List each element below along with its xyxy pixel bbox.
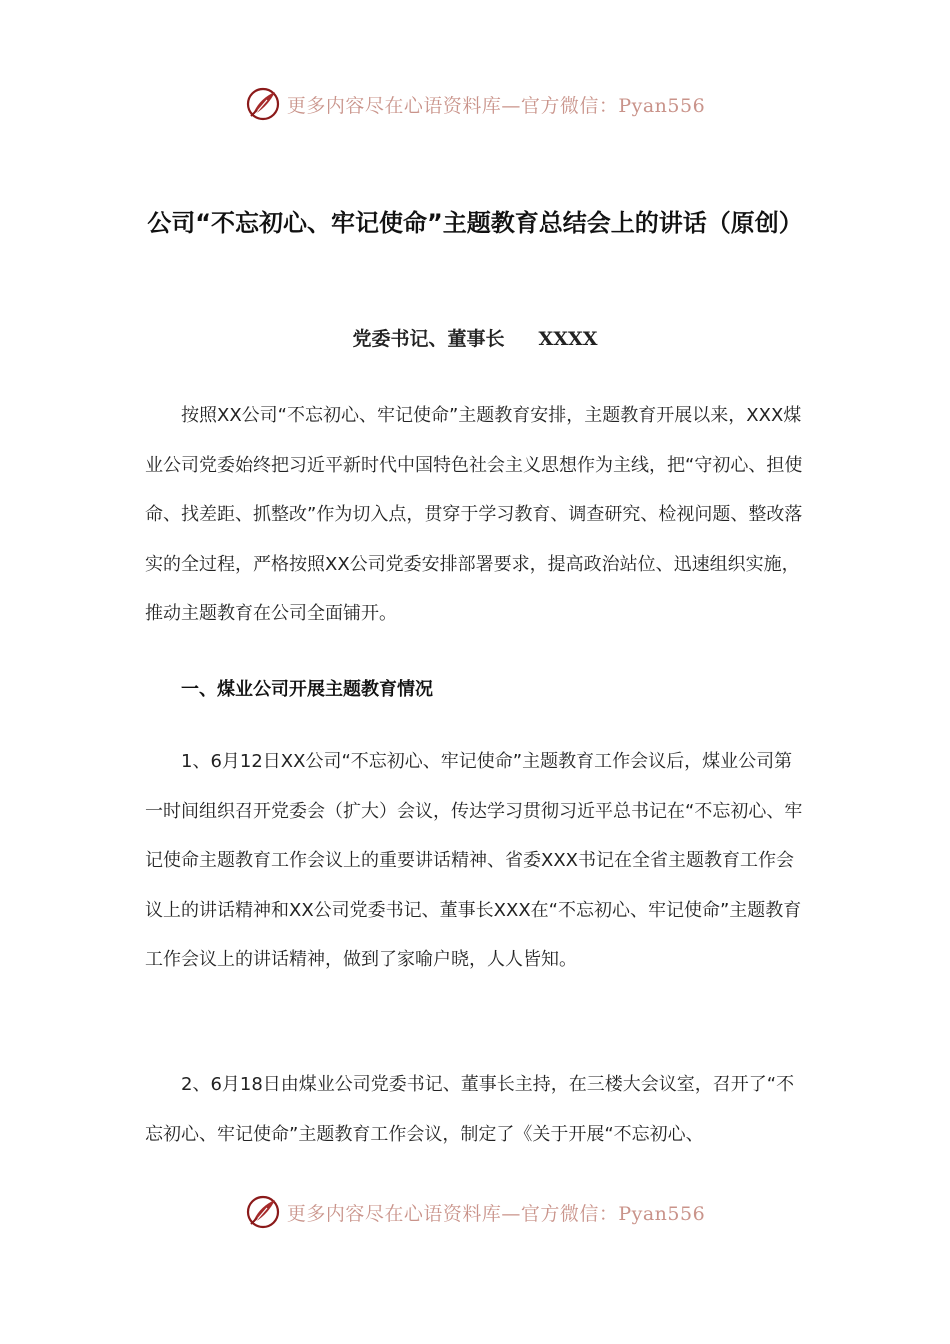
feather-pen-logo-icon	[245, 1194, 281, 1230]
list-item-2: 2、6月18日由煤业公司党委书记、董事长主持，在三楼大会议室，召开了“不忘初心、牢记使命”主题教育工作会议，制定了《关于开展“不忘初心、	[145, 1074, 795, 1145]
byline-role: 党委书记、董事长	[352, 328, 505, 350]
intro-paragraph: 按照XX公司“不忘初心、牢记使命”主题教育安排，主题教育开展以来，XXX煤业公司党委始终把习近平新时代中国特色社会主义思想作为主线，把“守初心、担使命、找差距、抓整改”作为切入点，贯穿于学习教育、调查研究、检视问题、整改落实的全过程，严格按照XX公司党委安排部署要求，提高政治站位、迅速组织实施，推动主题教育在公司全面铺开。	[145, 405, 803, 624]
watermark-text: 更多内容尽在心语资料库—官方微信：Pyan556	[286, 1202, 706, 1225]
feather-pen-logo-icon	[245, 86, 281, 122]
byline	[0, 324, 950, 351]
watermark-text: 更多内容尽在心语资料库—官方微信：Pyan556	[286, 94, 706, 117]
watermark-banner-top	[0, 82, 950, 126]
section-heading: 一、煤业公司开展主题教育情况	[181, 679, 433, 700]
watermark-banner-bottom	[0, 1190, 950, 1234]
document-title: 公司“不忘初心、牢记使命”主题教育总结会上的讲话（原创）	[147, 209, 803, 237]
byline-name: XXXX	[538, 328, 598, 350]
list-item-1: 1、6月12日XX公司“不忘初心、牢记使命”主题教育工作会议后，煤业公司第一时间组织召开党委会（扩大）会议，传达学习贯彻习近平总书记在“不忘初心、牢记使命主题教育工作会议上的重要讲话精神、省委XXX书记在全省主题教育工作会议上的讲话精神和XX公司党委书记、董事长XXX在“不忘初心、牢记使命”主题教育工作会议上的讲话精神，做到了家喻户晓，人人皆知。	[145, 751, 803, 970]
